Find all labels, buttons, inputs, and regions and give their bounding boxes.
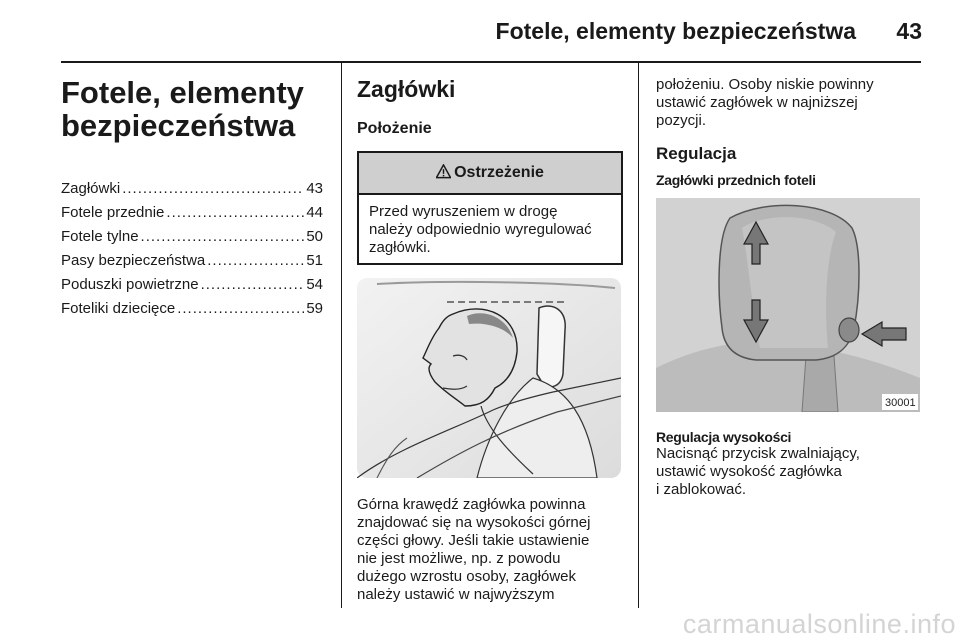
toc-leader [201, 276, 305, 293]
body-line: należy ustawić w najwyższym [357, 586, 555, 603]
front-headrests-title: Zagłówki przednich foteli [656, 172, 816, 188]
running-header-title: Fotele, elementy bezpieczeństwa [495, 18, 856, 44]
page-number: 43 [896, 18, 922, 44]
warning-title: Ostrzeżenie [454, 164, 544, 181]
toc-item[interactable] [61, 276, 323, 300]
section-subtitle: Położenie [357, 120, 432, 137]
section-title: Zagłówki [357, 76, 456, 102]
watermark: carmanualsonline.info [682, 609, 956, 639]
table-of-contents [61, 180, 323, 324]
toc-leader [177, 300, 304, 317]
body-line: dużego wzrostu osoby, zagłówek [357, 568, 577, 585]
warning-triangle-icon [436, 164, 451, 183]
body-line: części głowy. Jeśli takie ustawienie [357, 532, 590, 549]
toc-item-page: 54 [306, 276, 323, 293]
toc-item[interactable] [61, 300, 323, 324]
column-divider-left [341, 63, 342, 608]
toc-item[interactable] [61, 228, 323, 252]
adjustment-section [656, 76, 922, 188]
toc-item-page: 51 [306, 252, 323, 269]
adjustment-title: Regulacja [656, 144, 737, 163]
body-line: ustawić zagłówek w najniższej [656, 94, 858, 111]
toc-item-page: 50 [306, 228, 323, 245]
toc-leader [207, 252, 304, 269]
toc-item-label: Foteliki dziecięce [61, 300, 176, 317]
body-line: położeniu. Osoby niskie powinny [656, 76, 874, 93]
header-divider [61, 61, 921, 63]
height-adjustment-block [656, 429, 922, 499]
toc-leader [141, 228, 305, 245]
body-line: znajdować się na wysokości górnej [357, 514, 591, 531]
section-header [357, 76, 621, 138]
column-divider-right [638, 63, 639, 608]
continuation-paragraph [656, 76, 922, 130]
toc-item-page: 44 [306, 204, 323, 221]
warning-header [359, 153, 621, 195]
warning-text [359, 195, 621, 265]
toc-item[interactable] [61, 252, 323, 276]
toc-item[interactable] [61, 204, 323, 228]
chapter-title-line1: Fotele, elementy [61, 75, 304, 110]
toc-item-label: Fotele przednie [61, 204, 165, 221]
warning-text-line: zagłówki. [369, 239, 431, 256]
body-line: ustawić wysokość zagłówka [656, 463, 842, 480]
toc-item-page: 43 [306, 180, 323, 197]
body-line: nie jest możliwe, np. z powodu [357, 550, 561, 567]
body-line: Nacisnąć przycisk zwalniający, [656, 445, 860, 462]
figure-code: 30001 [885, 397, 916, 409]
body-paragraph [357, 496, 621, 604]
body-line: i zablokować. [656, 481, 747, 498]
warning-text-line: należy odpowiednio wyregulować [369, 221, 592, 238]
warning-text-line: Przed wyruszeniem w drogę [369, 203, 558, 220]
driver-headrest-illustration [357, 278, 621, 478]
chapter-title-line2: bezpieczeństwa [61, 108, 296, 143]
toc-item-label: Zagłówki [61, 180, 121, 197]
toc-item-label: Fotele tylne [61, 228, 139, 245]
chapter-title [61, 76, 331, 142]
toc-leader [166, 204, 304, 221]
toc-item-label: Pasy bezpieczeństwa [61, 252, 206, 269]
positioning-text [357, 496, 621, 604]
body-line: Górna krawędź zagłówka powinna [357, 496, 586, 513]
height-adjustment-text [656, 445, 922, 499]
headrest-adjustment-illustration [656, 198, 920, 412]
toc-item-page: 59 [306, 300, 323, 317]
toc-item[interactable] [61, 180, 323, 204]
body-line: pozycji. [656, 112, 707, 129]
warning-box [357, 151, 623, 265]
toc-leader [122, 180, 304, 197]
height-adjustment-title: Regulacja wysokości [656, 429, 792, 445]
toc-item-label: Poduszki powietrzne [61, 276, 199, 293]
